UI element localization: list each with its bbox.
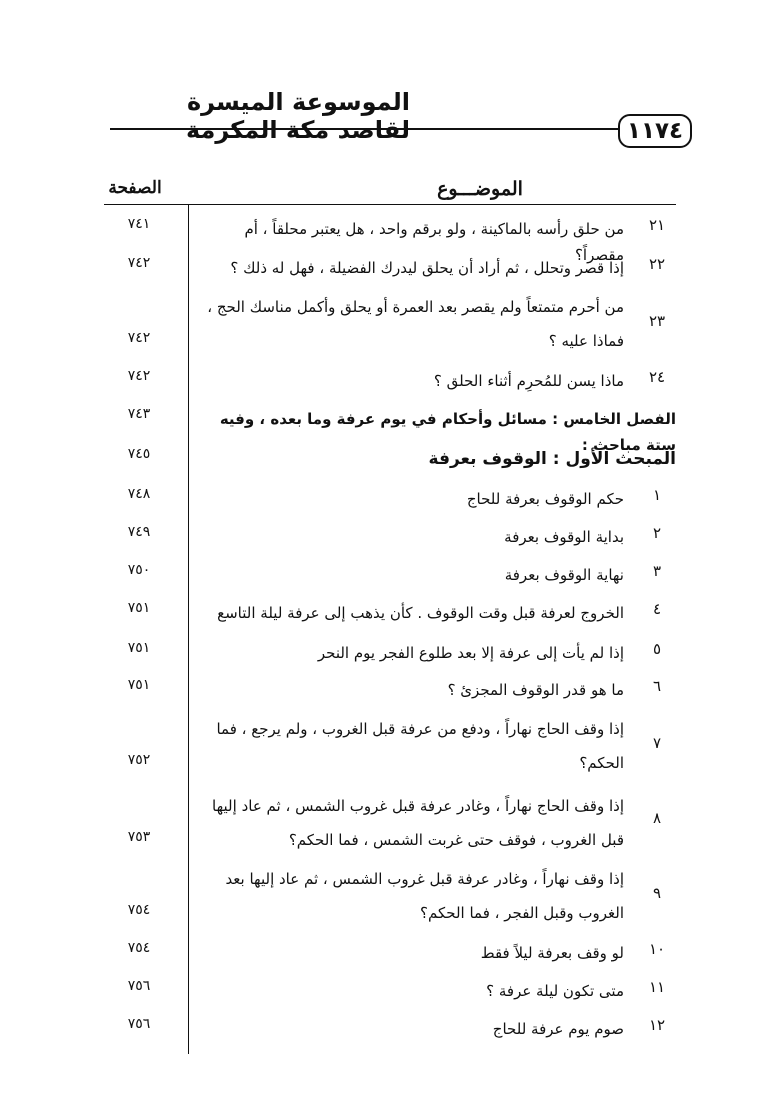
row-page: ٧٤٨	[127, 486, 151, 502]
row-page: ٧٥٦	[127, 1016, 151, 1032]
row-number: ١٠	[648, 940, 666, 958]
toc-row	[104, 862, 676, 930]
row-number: ١١	[648, 978, 666, 996]
toc-row	[104, 789, 676, 857]
row-page: ٧٤٢	[127, 255, 151, 271]
row-text: بداية الوقوف بعرفة	[504, 528, 624, 546]
page-number: ١١٧٤	[618, 114, 692, 148]
toc-row	[104, 486, 676, 516]
column-header-page: الصفحة	[108, 178, 162, 198]
row-number: ٢١	[648, 216, 666, 234]
toc-row	[104, 640, 676, 670]
row-number: ٨	[652, 809, 662, 827]
row-text: متى تكون ليلة عرفة ؟	[486, 982, 624, 1000]
column-header-topic: الموضـــوع	[437, 178, 523, 200]
row-page: ٧٥١	[127, 640, 151, 656]
row-text: الفصل الخامس : مسائل وأحكام في يوم عرفة وما بعده ، وفيه ستة مباحث :	[219, 410, 676, 454]
row-number: ٧	[652, 734, 662, 752]
row-text: صوم يوم عرفة للحاج	[492, 1020, 624, 1038]
row-number: ٢	[652, 524, 662, 542]
row-text: نهاية الوقوف بعرفة	[504, 566, 624, 584]
row-text: إذا وقف الحاج نهاراً ، ودفع من عرفة قبل الغروب ، ولم يرجع ، فما الحكم؟	[216, 720, 624, 772]
row-text: ماذا يسن للمُحرِم أثناء الحلق ؟	[433, 372, 624, 390]
toc-row	[104, 978, 676, 1008]
row-page: ٧٥٢	[127, 752, 151, 768]
row-number: ٥	[652, 640, 662, 658]
row-text: ما هو قدر الوقوف المجزئ ؟	[447, 681, 624, 699]
row-page: ٧٥٦	[127, 978, 151, 994]
toc-row	[104, 712, 676, 780]
row-number: ٢٣	[648, 312, 666, 330]
running-title: الموسوعة الميسرة لقاصد مكة المكرمة	[185, 88, 410, 144]
row-number: ١٢	[648, 1016, 666, 1034]
toc-row	[104, 255, 676, 285]
toc-row	[104, 368, 676, 398]
row-page: ٧٤٥	[127, 446, 151, 462]
row-text: المبحث الأول : الوقوف بعرفة	[428, 449, 676, 469]
toc-row	[104, 562, 676, 592]
row-page: ٧٥١	[127, 677, 151, 693]
row-text: إذا قصر وتحلل ، ثم أراد أن يحلق ليدرك الفضيلة ، فهل له ذلك ؟	[230, 259, 624, 277]
row-number: ٦	[652, 677, 662, 695]
row-page: ٧٥١	[127, 600, 151, 616]
row-number: ٣	[652, 562, 662, 580]
row-page: ٧٤١	[127, 216, 151, 232]
row-text: إذا وقف الحاج نهاراً ، وغادر عرفة قبل غروب الشمس ، ثم عاد إليها قبل الغروب ، فوقف حتى غربت الشمس ، فما الحكم؟	[212, 797, 624, 849]
toc-row	[104, 600, 676, 630]
row-text: الخروج لعرفة قبل وقت الوقوف . كأن يذهب إلى عرفة ليلة التاسع	[217, 604, 624, 622]
row-page: ٧٥٠	[127, 562, 151, 578]
toc-row	[104, 677, 676, 707]
toc-row	[104, 940, 676, 970]
row-text: حكم الوقوف بعرفة للحاج	[466, 490, 624, 508]
row-number: ٢٤	[648, 368, 666, 386]
toc-row-section	[104, 446, 676, 476]
row-page: ٧٤٩	[127, 524, 151, 540]
row-number: ٢٢	[648, 255, 666, 273]
row-text: إذا لم يأت إلى عرفة إلا بعد طلوع الفجر يوم النحر	[317, 644, 624, 662]
row-number: ٤	[652, 600, 662, 618]
row-page: ٧٤٢	[127, 368, 151, 384]
row-text: لو وقف بعرفة ليلاً فقط	[480, 944, 624, 962]
header-rule	[110, 128, 630, 130]
row-page: ٧٥٤	[127, 902, 151, 918]
row-text: من أحرم متمتعاً ولم يقصر بعد العمرة أو يحلق وأكمل مناسك الحج ، فماذا عليه ؟	[207, 298, 624, 350]
toc-row	[104, 290, 676, 360]
toc-row	[104, 524, 676, 554]
row-text: إذا وقف نهاراً ، وغادر عرفة قبل غروب الشمس ، ثم عاد إليها بعد الغروب وقبل الفجر ، فما الحكم؟	[225, 870, 624, 922]
row-page: ٧٤٢	[127, 330, 151, 346]
row-number: ١	[652, 486, 662, 504]
row-text: من حلق رأسه بالماكينة ، ولو برقم واحد ، هل يعتبر محلقاً ، أم مقصراً؟	[244, 220, 624, 264]
header-underline	[104, 204, 676, 205]
row-page: ٧٤٣	[127, 406, 151, 422]
row-page: ٧٥٤	[127, 940, 151, 956]
row-page: ٧٥٣	[127, 829, 151, 845]
row-number: ٩	[652, 884, 662, 902]
toc-row	[104, 1016, 676, 1046]
